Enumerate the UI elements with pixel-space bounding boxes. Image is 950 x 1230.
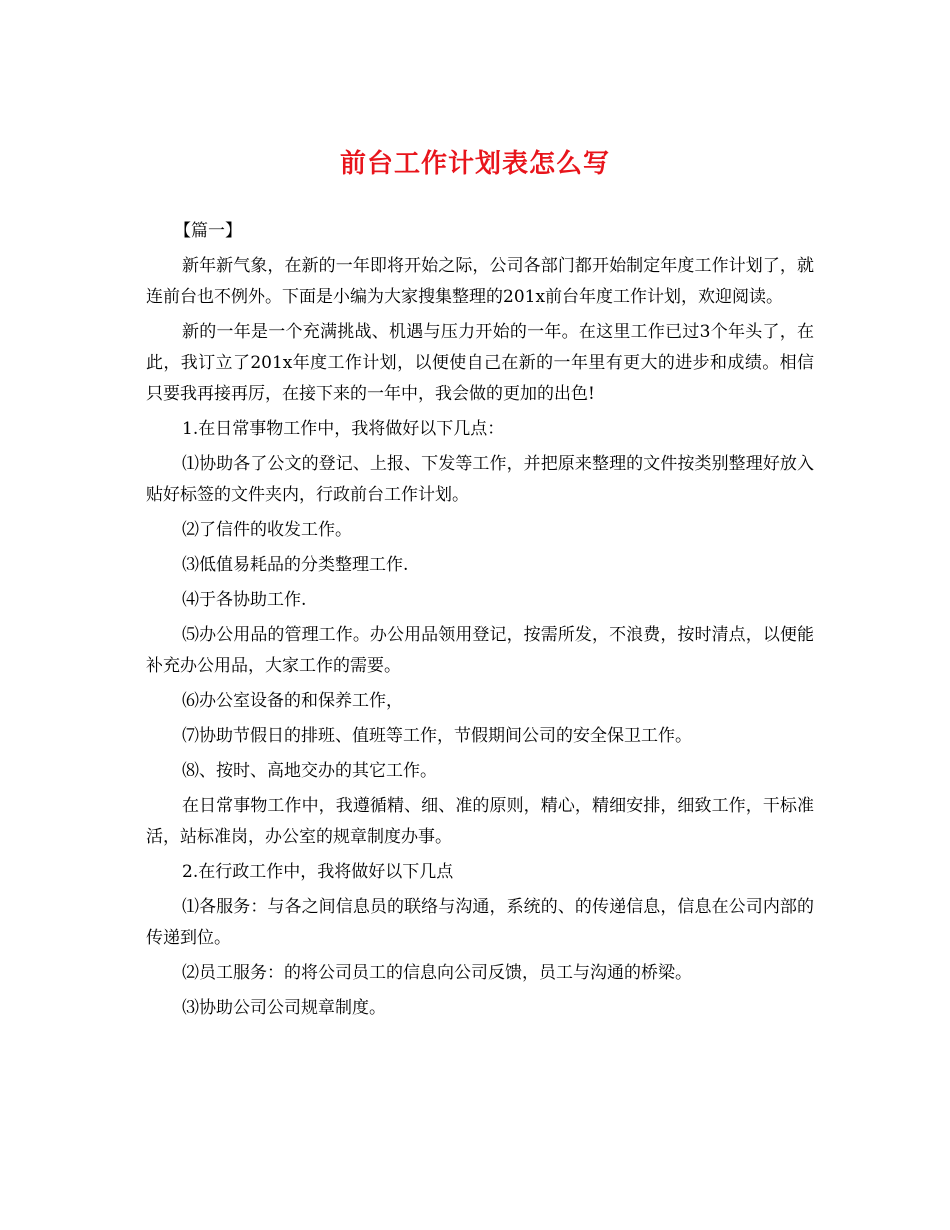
paragraph: 在日常事物工作中，我遵循精、细、准的原则，精心，精细安排，细致工作，干标准活，站标准岗，办公室的规章制度办事。 — [146, 796, 814, 847]
paragraph: ⑺协助节假日的排班、值班等工作，节假期间公司的安全保卫工作。 — [182, 726, 692, 746]
paragraph: ⑵了信件的收发工作。 — [182, 520, 352, 540]
paragraph: ⑴协助各了公文的登记、上报、下发等工作，并把原来整理的文件按类别整理好放入贴好标签的文件夹内，行政前台工作计划。 — [146, 454, 814, 505]
paragraph: ⑴各服务：与各之间信息员的联络与沟通，系统的、的传递信息，信息在公司内部的传递到位。 — [146, 897, 814, 948]
paragraph: ⑻、按时、高地交办的其它工作。 — [182, 761, 437, 781]
paragraph: ⑷于各协助工作. — [182, 590, 307, 610]
document-title: 前台工作计划表怎么写 — [339, 149, 610, 179]
paragraph: ⑶协助公司公司规章制度。 — [182, 998, 386, 1018]
section-heading: 【篇一】 — [174, 221, 242, 241]
paragraph: 新年新气象，在新的一年即将开始之际，公司各部门都开始制定年度工作计划了，就连前台也不例外。下面是小编为大家搜集整理的201x前台年度工作计划，欢迎阅读。 — [146, 256, 814, 307]
paragraph: ⑵员工服务：的将公司员工的信息向公司反馈，员工与沟通的桥梁。 — [182, 963, 692, 983]
paragraph: 新的一年是一个充满挑战、机遇与压力开始的一年。在这里工作已过3个年头了，在此，我订立了201x年度工作计划，以便使自己在新的一年里有更大的进步和成绩。相信只要我再接再厉，在接下来的一年中，我会做的更加的出色! — [146, 322, 814, 404]
document-body — [146, 216, 814, 1028]
paragraph: 2.在行政工作中，我将做好以下几点 — [182, 862, 454, 882]
paragraph: ⑸办公用品的管理工作。办公用品领用登记，按需所发，不浪费，按时清点，以便能补充办公用品，大家工作的需要。 — [146, 625, 814, 676]
paragraph: ⑶低值易耗品的分类整理工作. — [182, 555, 409, 575]
paragraph: 1.在日常事物工作中，我将做好以下几点： — [182, 419, 505, 439]
paragraph: ⑹办公室设备的和保养工作， — [182, 691, 403, 711]
